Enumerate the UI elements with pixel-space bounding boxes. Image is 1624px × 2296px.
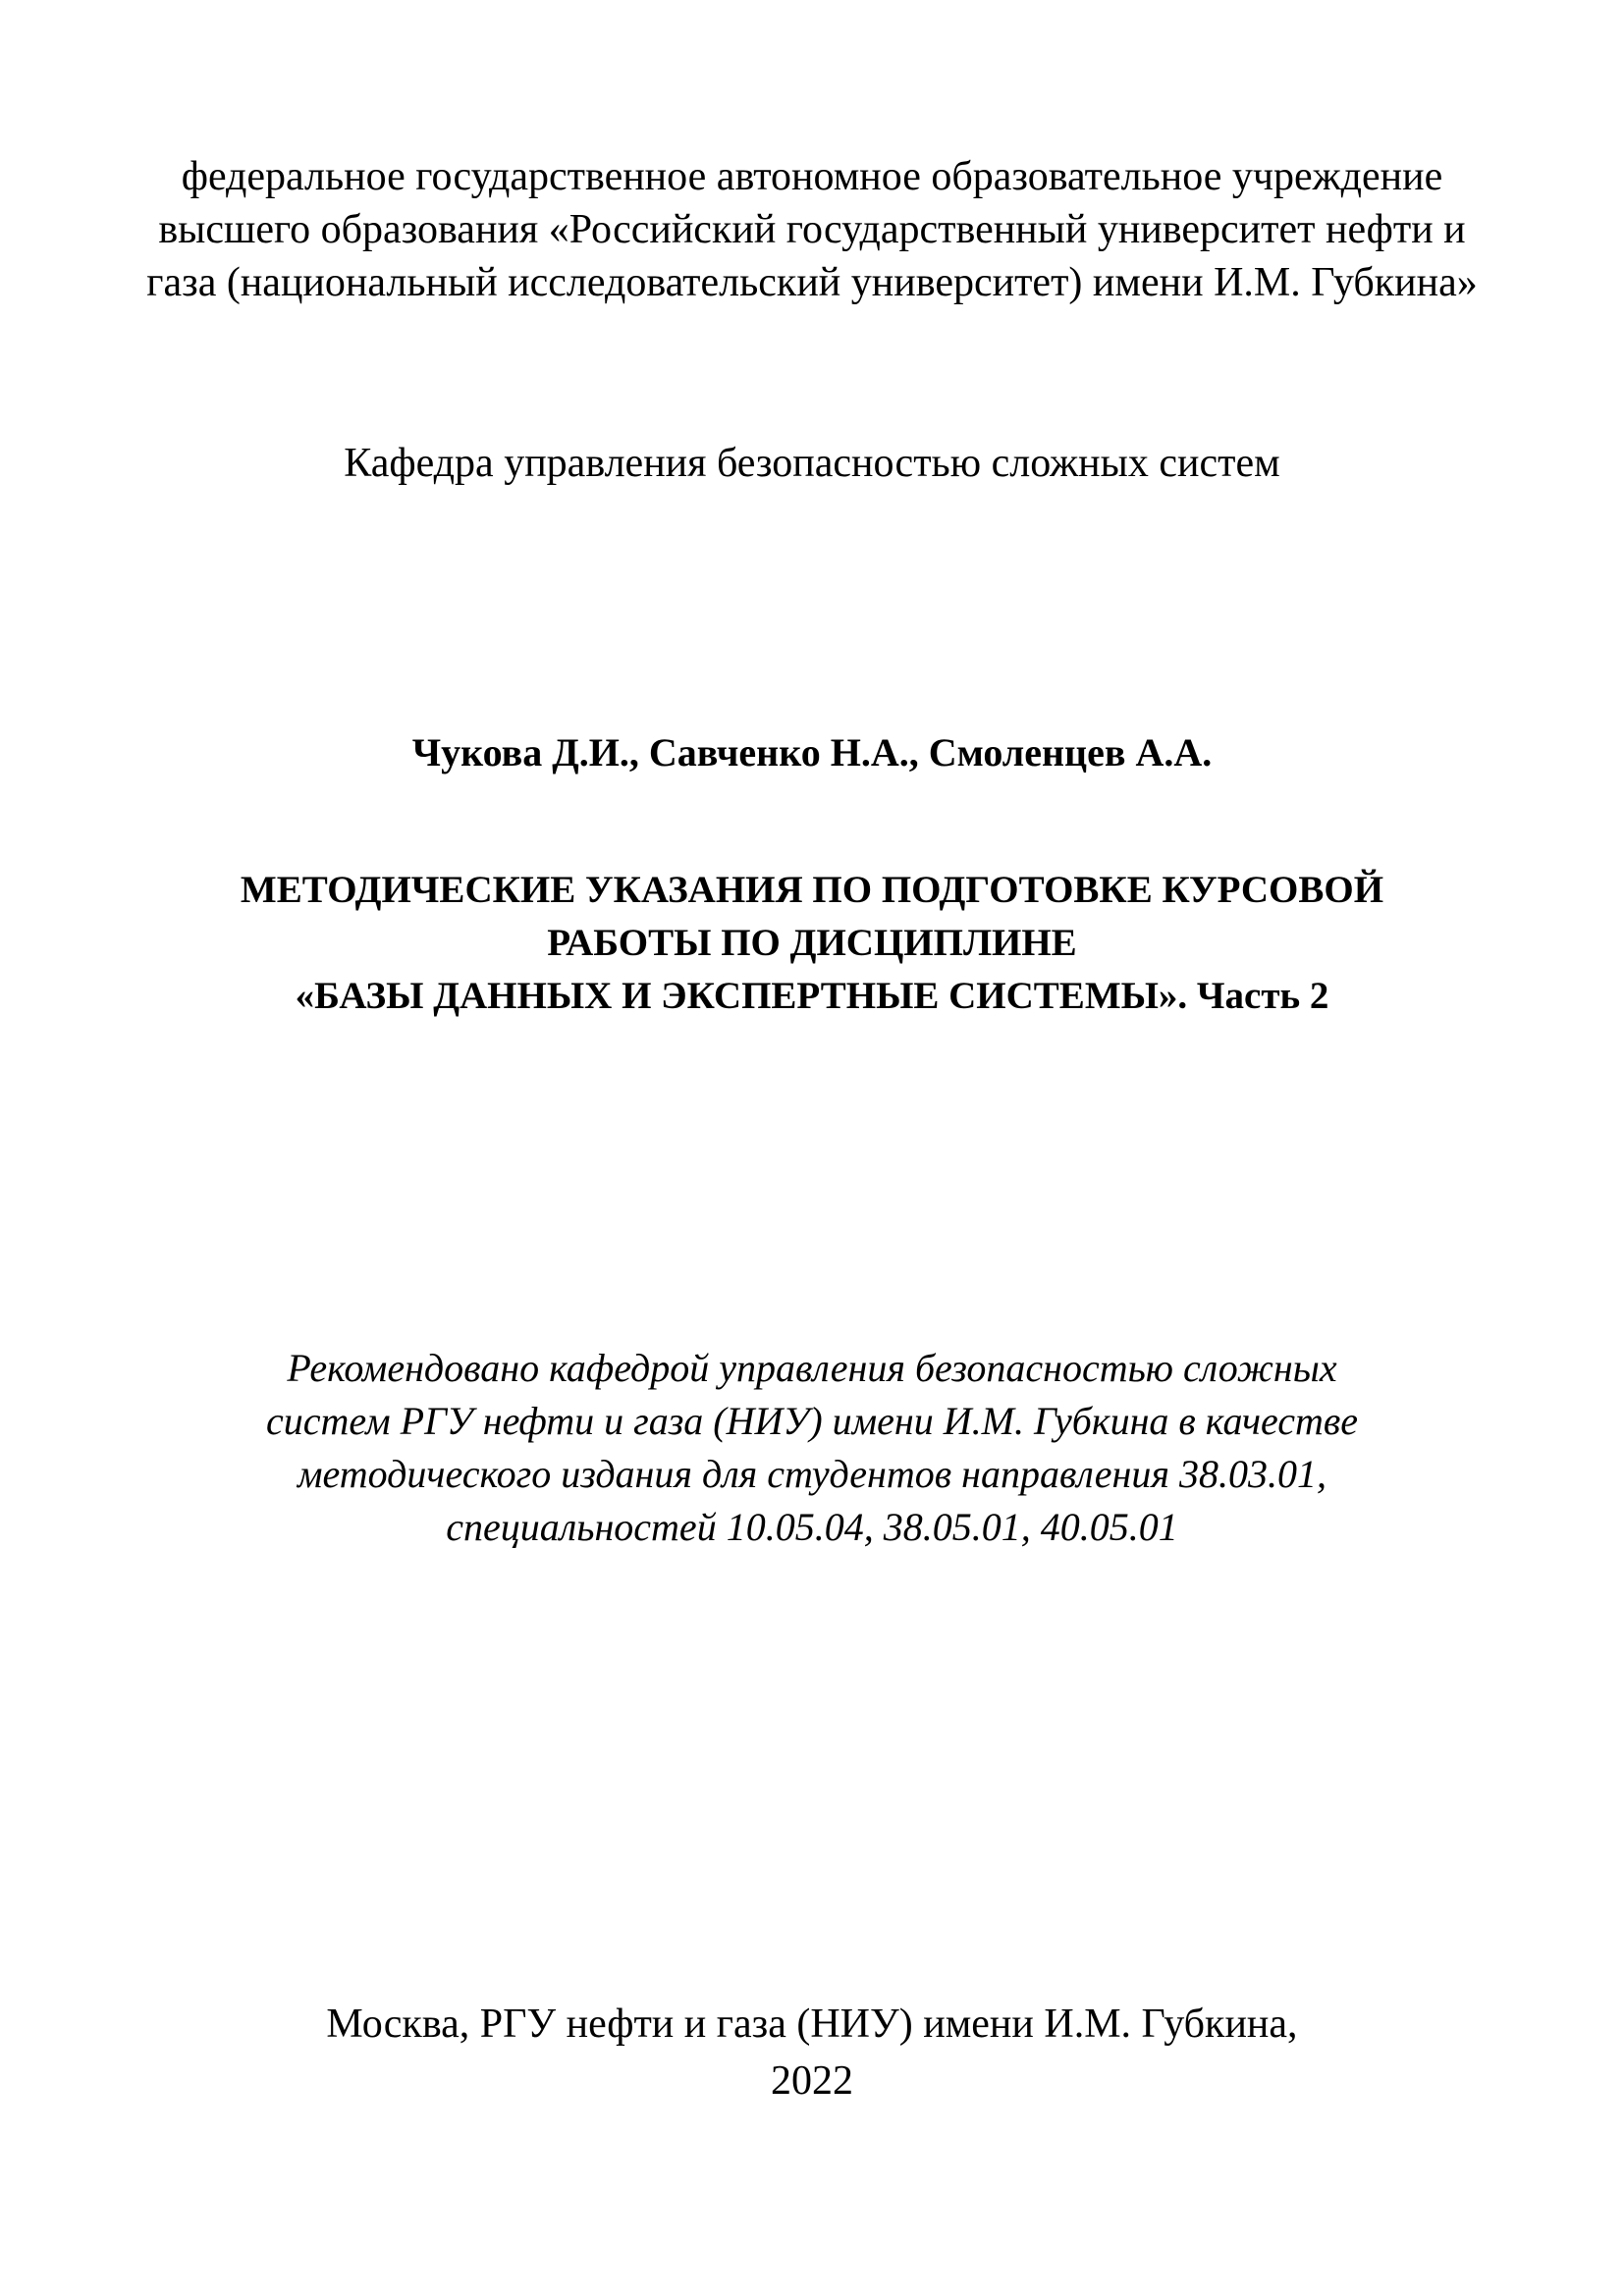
document-title [0, 864, 1624, 1023]
recommendation-line: Рекомендовано кафедрой управления безопасностью сложных [287, 1346, 1337, 1390]
title-line: МЕТОДИЧЕСКИЕ УКАЗАНИЯ ПО ПОДГОТОВКЕ КУРСОВОЙ [240, 869, 1384, 911]
recommendation-line: систем РГУ нефти и газа (НИУ) имени И.М. Губкина в качестве [265, 1399, 1359, 1443]
recommendation-note [0, 1342, 1624, 1554]
imprint-year: 2022 [771, 2058, 853, 2104]
authors [0, 726, 1624, 779]
authors-line: Чукова Д.И., Савченко Н.А., Смоленцев А.А. [411, 730, 1213, 774]
institution-name [0, 150, 1624, 309]
department-line: Кафедра управления безопасностью сложных систем [344, 441, 1280, 486]
institution-line: федеральное государственное автономное образовательное учреждение [181, 154, 1443, 199]
recommendation-line: специальностей 10.05.04, 38.05.01, 40.05.01 [446, 1505, 1178, 1549]
institution-line: высшего образования «Российский государственный университет нефти и [158, 207, 1466, 252]
recommendation-line: методического издания для студентов направления 38.03.01, [298, 1452, 1326, 1496]
title-line: РАБОТЫ ПО ДИСЦИПЛИНЕ [547, 922, 1077, 964]
institution-line: газа (национальный исследовательский университет) имени И.М. Губкина» [146, 260, 1478, 305]
title-line: «БАЗЫ ДАННЫХ И ЭКСПЕРТНЫЕ СИСТЕМЫ». Часть 2 [295, 975, 1329, 1017]
imprint-place-publisher: Москва, РГУ нефти и газа (НИУ) имени И.М. Губкина, [326, 2002, 1298, 2047]
imprint [0, 1996, 1624, 2109]
department-name [0, 437, 1624, 490]
